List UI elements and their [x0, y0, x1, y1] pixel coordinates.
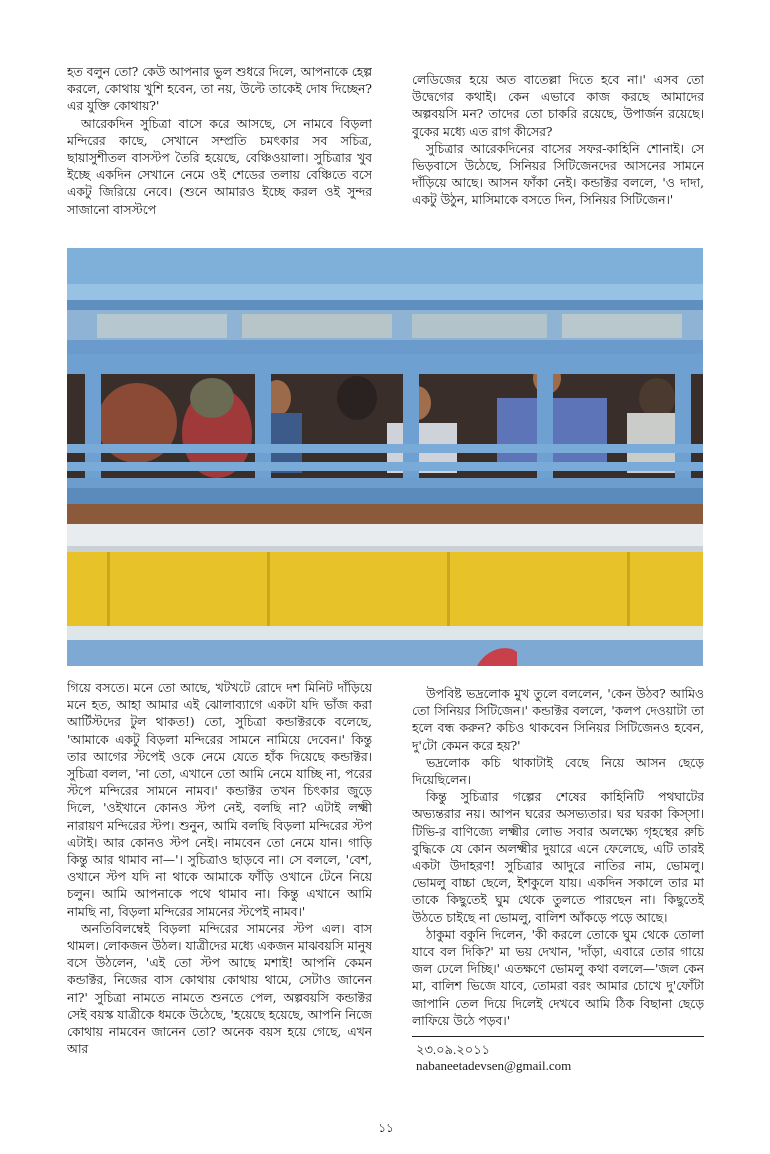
paragraph: কিন্তু সুচিত্রার গল্পের শেষের কাহিনিটি পথঘাটের অভ্যন্তরার নয়। আপন ঘরের অসভ্যতার। ঘর ঘরকা কিস্সা। টিভি-র বাণিজ্যে লক্ষ্মীর লোভ সবার অলক্ষ্যে গৃহস্থের রুচি বুদ্ধিকে যে কোন অলক্ষ্মীর দুয়ারে এনে ফেলেছে, এটি তারই একটা উদাহরণ! সুচিত্রার আদুরে নাতির নাম, ভোমলু। ভোমলু বাচ্চা ছেলে, ইশকুলে যায়। একদিন সকালে তার মা তাকে কিছুতেই ঘুম থেকে তুলতে পারছেন না। কিছুতেই উঠতে চাইছে না ভোমলু, বালিশ আঁকড়ে পড়ে আছে।: [412, 790, 704, 925]
paragraph: সুচিত্রার আরেকদিনের বাসের সফর-কাহিনি শোনাই। সে ভিড়বাসে উঠেছে, সিনিয়র সিটিজেনদের আসনের সামনে দাঁড়িয়ে আছে। আসন ফাঁকা নেই। কন্ডাক্টর বললে, 'ও দাদা, একটু উঠুন, মাসিমাকে বসতে দিন, সিনিয়র সিটিজেন।': [412, 141, 704, 208]
paragraph: ঠাকুমা বকুনি দিলেন, 'কী করলে তোকে ঘুম থেকে তোলা যাবে বল দিকি?' মা ভয় দেখান, 'দাঁড়া, এবারে তোর গায়ে জল ঢেলে দিচ্ছি।' এতক্ষণে ভোমলু কথা বললে—'জল কেন মা, বালিশ ভিজে যাবে, তোমরা বরং আমার চোখে দু'ফোঁটা জাপানি তেল দিয়ে দিলেই দেখবে আমি ঠিক বিছানা ছেড়ে লাফিয়ে উঠে পড়ব।': [412, 927, 704, 1028]
paragraph: গিয়ে বসতে। মনে তো আছে, খটখটে রোদে দশ মিনিট দাঁড়িয়ে মনে হত, আহা আমার এই ঝোলাব্যাগে একটা যদি ভাঁজ করা আর্টিস্টদের টুল থাকত!) তো, সুচিত্রা কন্ডাক্টরকে বলেছে, 'আমাকে একটু বিড়লা মন্দিরের সামনে নামিয়ে দেবেন।' কিন্তু তার আগের স্টপেই ওকে নেমে যেতে হাঁক দিয়েছে কন্ডাক্টর। সুচিত্রা বলল, 'না তো, এখানে তো আমি নেমে যাচ্ছি না, পরের স্টপে মন্দিরের সামনে নামব।' কন্ডাক্টর তখন চিৎকার জুড়ে দিলে, 'ওইখানে কোনও স্টপ নেই, বলছি না? এটাই লক্ষ্মী নারায়ণ মন্দিরের স্টপ। শুনুন, আমি বলছি বিড়লা মন্দিরের স্টপ এটাই। আর কোনও স্টপ নেই। নামবেন তো নেমে যান। গাড়ি কিন্তু আর থামাব না—'। সুচিত্রাও ছাড়বে না। সে বললে, 'বেশ, ওখানে স্টপ যদি না থাকে আমাকে ফাঁড়ি ওখানে টেনে নিয়ে চলুন। আমি আপনাকে পথে থামাব না। কিন্তু এখানে আমি নামছি না, বিড়লা মন্দিরের সামনের স্টপেই নামব।': [67, 681, 372, 919]
divider: [412, 1036, 704, 1037]
paragraph: উপবিষ্ট ভদ্রলোক মুখ তুলে বললেন, 'কেন উঠব? আমিও তো সিনিয়র সিটিজেন।' কন্ডাক্টর বললে, 'কলপ দেওয়াটা তা হলে বন্ধ করুন? কচিও থাকবেন সিনিয়র সিটিজেনও হবেন, দু'টো কেমন করে হয়?': [412, 687, 704, 753]
column-bottom-left: [67, 680, 372, 1102]
paragraph: ভদ্রলোক কচি থাকাটাই বেছে নিয়ে আসন ছেড়ে দিয়েছিলেন।: [412, 755, 704, 788]
paragraph: আরেকদিন সুচিত্রা বাসে করে আসছে, সে নামবে বিড়লা মন্দিরের কাছে, সেখানে সম্প্রতি চমৎকার সব সচিত্র, ছায়াসুশীতল বাসস্টপ তৈরি হয়েছে, বেঞ্চিওয়ালা। সুচিত্রার খুব ইচ্ছে একদিন সেখানে নেমে ওই শেডের তলায় বেঞ্চিতে বসে একটু জিরিয়ে নেবে। (শুনে আমারও ইচ্ছে করল ওই সুন্দর সাজানো বাসস্টপে: [67, 116, 372, 217]
bus-photograph: [67, 248, 703, 666]
column-top-right: [412, 72, 704, 242]
author-email[interactable]: nabaneetadevsen@gmail.com: [416, 1058, 572, 1073]
column-top-left: [67, 64, 372, 224]
column-bottom-right: [412, 686, 704, 1036]
page-number: ১১: [378, 1121, 394, 1135]
paragraph: হত বলুন তো? কেউ আপনার ভুল শুধরে দিলে, আপনাকে হেল্প করলে, কোথায় খুশি হবেন, তা নয়, উল্টে তাকেই দোষ দিচ্ছেন? এর যুক্তি কোথায়?': [67, 65, 372, 114]
paragraph: অনতিবিলম্বেই বিড়লা মন্দিরের সামনের স্টপ এল। বাস থামল। লোকজন উঠল। যাত্রীদের মধ্যে একজন মাঝবয়সি মানুষ বসে উঠলেন, 'এই তো স্টপ আছে মশাই! আপনি কেমন কন্ডাক্টর, নিজের বাস কোথায় কোথায় থামে, সেটাও জানেন না?' সুচিত্রা নামতে নামতে শুনতে পেল, অল্পবয়সি কন্ডাক্টর সেই বয়স্ক যাত্রীকে ধমকে উঠেছে, 'হয়েছে হয়েছে, আপনি নিজে কোথায় নামবেন জানেন তো? অনেক বয়স হয়ে গেছে, এখন আর: [67, 921, 372, 1057]
paragraph: লেডিজের হয়ে অত বাতেল্লা দিতে হবে না।' এসব তো উদ্বেগের কথাই। কেন এভাবে কাজ করছে আমাদের অল্পবয়সি মন? তাদের তো চাকরি রয়েছে, উপার্জন রয়েছে। বুকের মধ্যে এত রাগ কীসের?: [412, 73, 704, 139]
signature-block: [416, 1042, 571, 1074]
article-date: ২৩.০৯.২০১১: [416, 1042, 491, 1057]
